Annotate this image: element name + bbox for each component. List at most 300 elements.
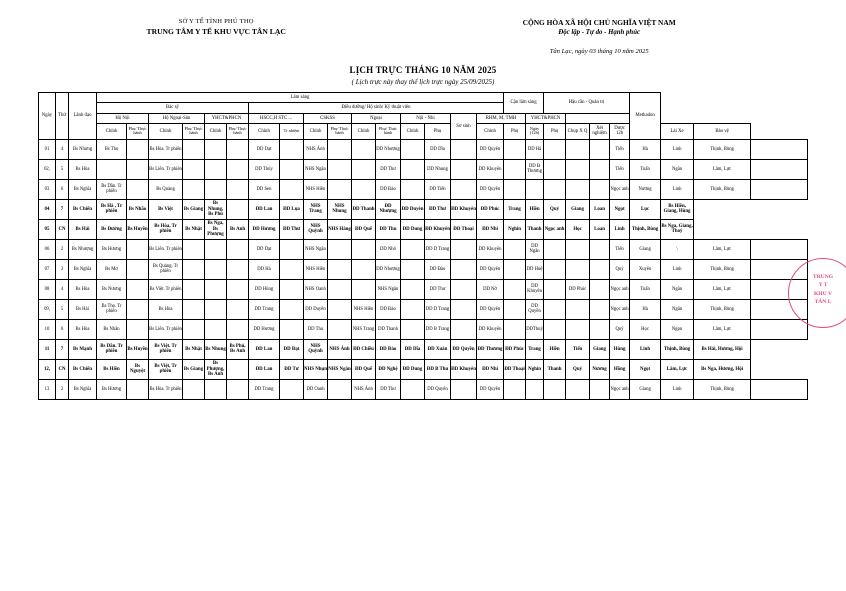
- table-cell: Nương: [630, 179, 661, 199]
- table-cell: [205, 159, 227, 179]
- table-cell: [751, 319, 808, 339]
- table-row: [39, 319, 808, 339]
- table-cell: [751, 239, 808, 259]
- table-cell: Bs Huyền: [127, 219, 149, 239]
- place-date: Tân Lạc, ngày 03 tháng 10 năm 2025: [549, 48, 649, 55]
- table-cell: NHS Nhung: [328, 199, 352, 219]
- table-cell: [451, 299, 477, 319]
- table-cell: Bs Liên. Tr phiên: [149, 239, 183, 259]
- table-cell: ĐD Tư: [280, 359, 304, 379]
- table-cell: Ngọc anh: [610, 279, 630, 299]
- table-row: [39, 139, 808, 159]
- table-cell: [227, 319, 249, 339]
- table-cell: DDThuỷ: [526, 319, 544, 339]
- table-cell: [205, 239, 227, 259]
- table-cell: DD Quyền: [477, 379, 504, 399]
- table-cell: [566, 299, 590, 319]
- table-cell: [352, 259, 376, 279]
- table-cell: Thịnh, Bùng: [694, 259, 751, 279]
- table-cell: [280, 319, 304, 339]
- table-cell: Giang: [590, 339, 610, 359]
- table-cell: Thịnh, Bùng: [661, 339, 694, 359]
- table-cell: DD Trang: [249, 379, 280, 399]
- table-cell: [127, 319, 149, 339]
- table-cell: Bs Hương: [97, 379, 127, 399]
- table-cell: [544, 179, 566, 199]
- table-cell: Bs Hòa. Tr phiên: [149, 139, 183, 159]
- table-cell: 2: [56, 379, 69, 399]
- table-cell: [352, 159, 376, 179]
- th-ngay-12h: Ngày (12h): [526, 124, 544, 140]
- table-cell: [504, 259, 526, 279]
- table-cell: Bs Liên. Tr phiên: [149, 159, 183, 179]
- table-cell: Bs Nhượng: [69, 239, 97, 259]
- table-cell: Trang: [504, 199, 526, 219]
- table-cell: [328, 379, 352, 399]
- table-cell: Lục: [630, 199, 661, 219]
- table-cell: [280, 299, 304, 319]
- table-cell: [183, 259, 205, 279]
- table-cell: NHS Ngân: [304, 239, 328, 259]
- th-thu: Thứ: [56, 93, 69, 140]
- table-cell: [590, 319, 610, 339]
- th-rhm: RHM, M, TMH: [477, 113, 526, 123]
- table-cell: Bs Đường: [97, 219, 127, 239]
- th-so-sinh: Sơ sinh: [451, 113, 477, 139]
- table-cell: DD Phúc: [566, 279, 590, 299]
- table-cell: [451, 379, 477, 399]
- table-cell: Ngọc anh: [610, 179, 630, 199]
- table-cell: Bs Hòa: [69, 319, 97, 339]
- document-header: [0, 0, 846, 55]
- table-cell: [205, 139, 227, 159]
- table-cell: Bs Nhân: [97, 319, 127, 339]
- table-cell: Lâm, Lực: [694, 319, 751, 339]
- table-cell: DD Thư: [425, 279, 451, 299]
- table-cell: NHS Ánh: [304, 139, 328, 159]
- table-cell: [590, 379, 610, 399]
- table-cell: Bs Hòa: [69, 279, 97, 299]
- table-cell: NHS Ngân: [304, 159, 328, 179]
- table-row: [39, 359, 808, 379]
- table-cell: ĐD Xuân: [425, 339, 451, 359]
- table-cell: [352, 179, 376, 199]
- th-ngay: Ngày: [39, 93, 56, 140]
- table-cell: 7: [56, 199, 69, 219]
- table-cell: ĐD Dĩa: [401, 339, 425, 359]
- table-cell: ĐD Nghệ: [376, 359, 401, 379]
- table-cell: ĐD Thương: [477, 339, 504, 359]
- table-row: [39, 299, 808, 319]
- table-cell: DD D Trang: [425, 299, 451, 319]
- table-cell: [328, 299, 352, 319]
- table-cell: Bs Nhão: [127, 199, 149, 219]
- table-cell: [751, 379, 808, 399]
- table-cell: Tuấn: [630, 279, 661, 299]
- table-cell: [183, 379, 205, 399]
- table-cell: [205, 259, 227, 279]
- table-cell: [504, 159, 526, 179]
- table-cell: [544, 319, 566, 339]
- table-cell: DD Sen: [249, 179, 280, 199]
- table-cell: NHS Trang: [304, 199, 328, 219]
- th-dieu-duong: Điều dưỡng/ Hộ sinh/ Kỹ thuật viên: [249, 103, 504, 113]
- table-cell: DD Duyên: [304, 299, 328, 319]
- table-cell: [205, 379, 227, 399]
- table-cell: [590, 279, 610, 299]
- table-cell: ĐD Nhi: [477, 359, 504, 379]
- table-cell: [751, 179, 808, 199]
- table-cell: Bs Việt. Tr phiên: [149, 339, 183, 359]
- table-cell: ĐD Đạt: [280, 339, 304, 359]
- table-cell: [280, 259, 304, 279]
- table-cell: [127, 379, 149, 399]
- table-row: [39, 339, 808, 359]
- th-noi-nhi: Nội - Nhi: [401, 113, 451, 123]
- table-cell: [590, 299, 610, 319]
- th-tr-nhiem: Tr nhiệm: [280, 124, 304, 140]
- table-cell: Linh: [661, 139, 694, 159]
- table-cell: 5: [56, 299, 69, 319]
- table-cell: Bs Hiền: [97, 359, 127, 379]
- table-cell: [352, 239, 376, 259]
- table-cell: [127, 299, 149, 319]
- table-cell: 7: [56, 339, 69, 359]
- th-ngoai: Ngoại: [352, 113, 401, 123]
- table-cell: DD Trang: [249, 299, 280, 319]
- table-cell: [504, 139, 526, 159]
- stamp-line-4: TÂN L: [814, 299, 832, 306]
- table-cell: DD B Trang: [425, 319, 451, 339]
- table-cell: [544, 139, 566, 159]
- table-cell: Thịnh, Bùng: [694, 139, 751, 159]
- table-cell: [544, 259, 566, 279]
- table-cell: DD Đ Thương: [526, 159, 544, 179]
- national-motto: Độc lập - Tự do - Hạnh phúc: [558, 29, 641, 36]
- table-cell: ĐD B Thu: [425, 359, 451, 379]
- table-cell: ĐD Duyên: [401, 199, 425, 219]
- table-cell: ĐD Thoại: [451, 219, 477, 239]
- table-cell: Hà: [630, 299, 661, 319]
- schedule-table-body: [39, 139, 808, 399]
- stamp-line-2: Y T: [818, 282, 828, 289]
- table-cell: Bs Nương: [97, 279, 127, 299]
- table-cell: [205, 279, 227, 299]
- table-cell: Học: [566, 219, 590, 239]
- table-cell: Giang: [630, 239, 661, 259]
- table-cell: [566, 319, 590, 339]
- table-cell: [401, 159, 425, 179]
- table-cell: Bs Quảng. Tr phiên: [149, 259, 183, 279]
- table-cell: Linh: [661, 179, 694, 199]
- table-cell: Lâm, Lực: [661, 359, 694, 379]
- table-cell: Ngọc anh: [610, 379, 630, 399]
- table-cell: Quý: [544, 199, 566, 219]
- table-cell: DD Khuyên: [477, 159, 504, 179]
- table-cell: Ngọt: [610, 199, 630, 219]
- table-cell: DD Khuyên: [526, 279, 544, 299]
- table-cell: Hiền: [526, 199, 544, 219]
- table-row: [39, 239, 808, 259]
- table-cell: [504, 179, 526, 199]
- table-cell: Ngọc anh: [610, 299, 630, 319]
- table-cell: [127, 239, 149, 259]
- table-cell: Hồng: [610, 359, 630, 379]
- table-cell: Tuấn: [630, 159, 661, 179]
- department-name: SỞ Y TẾ TỈNH PHÚ THỌ: [178, 18, 254, 25]
- table-cell: Bs Dần. Tr phiên: [97, 339, 127, 359]
- th-phu-3: Phụ: [544, 124, 566, 140]
- table-cell: [328, 139, 352, 159]
- table-cell: DD Khuyên: [477, 319, 504, 339]
- table-cell: [183, 159, 205, 179]
- table-cell: [566, 139, 590, 159]
- table-cell: [566, 239, 590, 259]
- table-cell: Ngân: [661, 299, 694, 319]
- table-cell: DD Nhỏ: [376, 239, 401, 259]
- th-duoc-12h: Dược 12h: [610, 124, 630, 140]
- table-cell: [401, 319, 425, 339]
- table-cell: DD Dạt: [249, 139, 280, 159]
- table-cell: Linh: [630, 339, 661, 359]
- table-cell: [183, 279, 205, 299]
- table-cell: Bs Việt, Tr phiên: [149, 359, 183, 379]
- table-cell: [227, 299, 249, 319]
- th-chinh-3: Chính: [205, 124, 227, 140]
- table-row: [39, 199, 808, 219]
- table-cell: [227, 159, 249, 179]
- table-cell: [544, 279, 566, 299]
- table-cell: CN: [56, 359, 69, 379]
- table-cell: Quý: [566, 359, 590, 379]
- table-cell: [590, 159, 610, 179]
- table-cell: DD Thanh: [376, 319, 401, 339]
- table-cell: DD Hùng: [249, 279, 280, 299]
- table-cell: NHS Trang: [352, 319, 376, 339]
- table-cell: Thịnh, Bùng: [694, 299, 751, 319]
- table-cell: Tiến: [566, 339, 590, 359]
- table-cell: DD Nhung: [425, 159, 451, 179]
- table-cell: DD Thu: [304, 319, 328, 339]
- th-hscc: HSCC,H STC ...: [249, 113, 304, 123]
- table-cell: [183, 179, 205, 199]
- table-cell: Bs Hiền, Giang, Hùng: [661, 199, 694, 219]
- table-cell: [401, 179, 425, 199]
- table-cell: 4: [56, 279, 69, 299]
- table-cell: Bs Hương: [97, 239, 127, 259]
- table-cell: [451, 159, 477, 179]
- table-cell: NHS Oanh: [304, 279, 328, 299]
- table-cell: Bs Hà , Tr phiên: [97, 199, 127, 219]
- table-cell: 04: [39, 199, 56, 219]
- table-cell: [280, 159, 304, 179]
- table-cell: [751, 159, 808, 179]
- table-cell: Tiến: [610, 159, 630, 179]
- th-chinh-1: Chính: [97, 124, 127, 140]
- table-cell: Bs Phượng, Bs Anh: [205, 359, 227, 379]
- table-cell: DD Khuyên: [477, 239, 504, 259]
- table-cell: 3: [56, 259, 69, 279]
- document-title-block: [0, 65, 846, 86]
- table-cell: Bs Nga, Hương, Hội: [694, 359, 751, 379]
- table-cell: DD Quyên: [477, 299, 504, 319]
- table-cell: NHS Hiền: [304, 179, 328, 199]
- table-cell: [352, 139, 376, 159]
- table-cell: [205, 179, 227, 199]
- table-cell: [566, 179, 590, 199]
- table-cell: 6: [56, 179, 69, 199]
- th-ho-noi: Hộ Nội: [97, 113, 149, 123]
- table-cell: Bs Nguyệt: [127, 359, 149, 379]
- table-cell: 10: [39, 319, 56, 339]
- table-cell: ĐD Dung: [401, 219, 425, 239]
- table-cell: [401, 279, 425, 299]
- table-cell: DD Quyên: [477, 139, 504, 159]
- table-cell: [227, 379, 249, 399]
- th-ho-ngoai-san: Hộ Ngoại-Sản: [149, 113, 205, 123]
- table-cell: NHS Hiền: [352, 299, 376, 319]
- table-cell: ĐD Quyền: [451, 339, 477, 359]
- table-cell: [328, 259, 352, 279]
- table-cell: [566, 379, 590, 399]
- table-cell: Bs Nhật: [183, 219, 205, 239]
- th-chinh-5: Chính: [304, 124, 328, 140]
- table-cell: [127, 259, 149, 279]
- table-cell: ĐD Phúc: [504, 339, 526, 359]
- table-row: [39, 179, 808, 199]
- table-cell: 09,: [39, 299, 56, 319]
- table-cell: Nghin: [526, 359, 544, 379]
- table-cell: DD Hương: [249, 319, 280, 339]
- table-cell: 4: [56, 139, 69, 159]
- table-cell: Ngọc anh: [544, 219, 566, 239]
- table-cell: ĐD Thư: [425, 199, 451, 219]
- table-cell: ĐD Đào: [376, 339, 401, 359]
- table-cell: DD Thư: [376, 379, 401, 399]
- table-cell: [526, 379, 544, 399]
- th-chinh-2: Chính: [149, 124, 183, 140]
- th-can-lam-sang: Cận lâm sàng: [504, 93, 544, 114]
- table-cell: ĐD Nhượng: [376, 199, 401, 219]
- th-phu-th-2: Phụ/ Thực hành: [183, 124, 205, 140]
- table-cell: Giang: [566, 199, 590, 219]
- table-cell: Tiến: [610, 139, 630, 159]
- table-row: [39, 219, 808, 239]
- table-cell: DD Đào: [376, 179, 401, 199]
- table-cell: ĐD Thanh: [352, 199, 376, 219]
- table-cell: [280, 279, 304, 299]
- table-cell: [544, 299, 566, 319]
- page-subtitle: ( Lịch trực này thay thế lịch trực ngày 25/09/2025): [351, 78, 495, 86]
- table-cell: Bs Phú, Bs Anh: [227, 339, 249, 359]
- table-row: [39, 279, 808, 299]
- table-cell: Ngân: [661, 159, 694, 179]
- table-cell: DD Hà: [526, 139, 544, 159]
- table-cell: 05: [39, 219, 56, 239]
- th-phu-th-4: Phụ/ Thực hành: [328, 124, 352, 140]
- table-cell: 06: [39, 239, 56, 259]
- table-cell: 08: [39, 279, 56, 299]
- table-cell: NHS Hiền: [304, 259, 328, 279]
- table-cell: Bs Hòa, Tr phiên: [149, 219, 183, 239]
- table-cell: [205, 319, 227, 339]
- table-cell: [401, 139, 425, 159]
- table-cell: ĐD Khuyên: [451, 359, 477, 379]
- table-cell: 01: [39, 139, 56, 159]
- table-cell: 02,: [39, 159, 56, 179]
- table-cell: [504, 279, 526, 299]
- table-cell: Xuyên: [630, 259, 661, 279]
- table-cell: [590, 139, 610, 159]
- table-cell: [227, 139, 249, 159]
- table-cell: [227, 359, 249, 379]
- table-cell: Hùng: [610, 339, 630, 359]
- table-cell: [401, 239, 425, 259]
- table-cell: Linh: [661, 379, 694, 399]
- table-cell: DD Quyên: [425, 379, 451, 399]
- table-cell: 07: [39, 259, 56, 279]
- table-cell: Bs Chiến: [69, 359, 97, 379]
- table-cell: Linh: [610, 219, 630, 239]
- table-cell: Bs Mạnh: [69, 339, 97, 359]
- table-cell: [526, 179, 544, 199]
- table-cell: DD Đào: [376, 299, 401, 319]
- table-cell: [280, 139, 304, 159]
- table-cell: [127, 159, 149, 179]
- table-cell: Bs Dần. Tr phiên: [97, 179, 127, 199]
- table-cell: ĐD Khuyên: [425, 219, 451, 239]
- table-cell: Bs Thọ. Tr phiên: [97, 299, 127, 319]
- table-cell: ĐD Khuyên: [451, 199, 477, 219]
- table-cell: Học: [630, 319, 661, 339]
- table-cell: [183, 319, 205, 339]
- table-cell: [227, 279, 249, 299]
- table-cell: DD Nhượng: [376, 259, 401, 279]
- table-cell: [127, 179, 149, 199]
- table-cell: ĐD Lan: [249, 339, 280, 359]
- table-cell: CN: [56, 219, 69, 239]
- table-cell: ĐD Nhi: [477, 219, 504, 239]
- table-cell: [328, 279, 352, 299]
- table-cell: NHS Ngân: [328, 359, 352, 379]
- schedule-table-wrap: [0, 86, 846, 400]
- th-phu-th-1: Phụ/ Thực hành: [127, 124, 149, 140]
- table-cell: Quý: [610, 259, 630, 279]
- table-cell: 5: [56, 159, 69, 179]
- table-cell: [504, 379, 526, 399]
- table-cell: DD Huệ: [526, 259, 544, 279]
- table-cell: Tiến: [610, 239, 630, 259]
- table-cell: [328, 239, 352, 259]
- table-cell: Bs Việt. Tr phiên: [149, 279, 183, 299]
- table-cell: [280, 239, 304, 259]
- table-cell: Thanh: [526, 219, 544, 239]
- table-cell: [227, 179, 249, 199]
- table-cell: [590, 259, 610, 279]
- table-cell: Bs Nhung, Bs Phú: [205, 199, 227, 219]
- th-bao-ve: Bảo vệ: [694, 124, 751, 140]
- table-cell: Hà: [630, 139, 661, 159]
- table-cell: [183, 299, 205, 319]
- table-cell: DD Nở: [477, 279, 504, 299]
- table-row: [39, 159, 808, 179]
- page-title: LỊCH TRỰC THÁNG 10 NĂM 2025: [349, 65, 497, 75]
- table-cell: [328, 159, 352, 179]
- table-cell: NHS Ánh: [352, 379, 376, 399]
- table-cell: [227, 239, 249, 259]
- table-row: [39, 379, 808, 399]
- center-name: TRUNG TÂM Y TẾ KHU VỰC TÂN LẠC: [146, 27, 286, 36]
